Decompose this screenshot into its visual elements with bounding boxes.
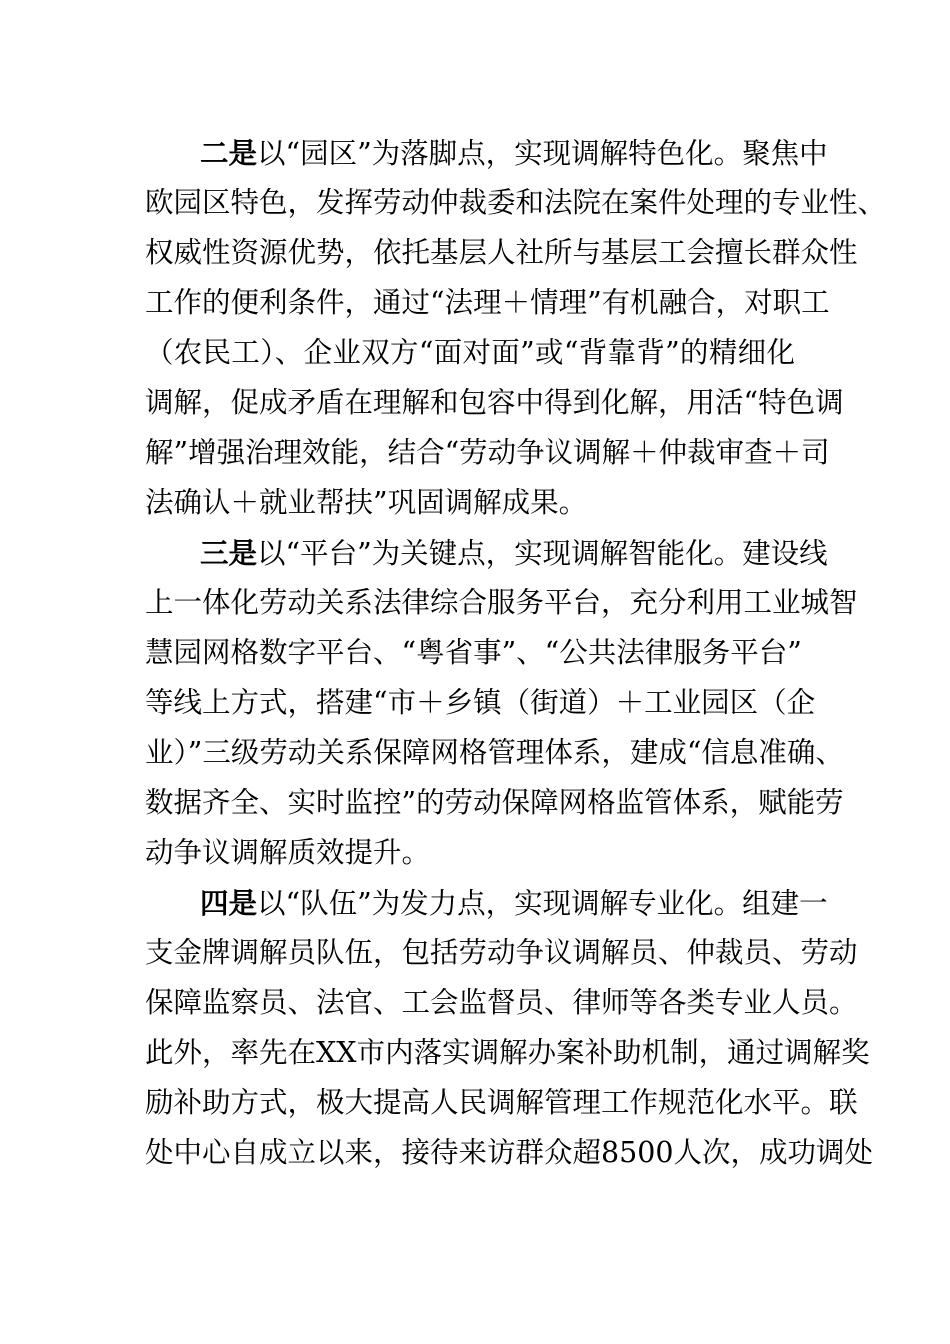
paragraph-line	[200, 133, 828, 173]
paragraph-line: 动争议调解质效提升。	[145, 836, 431, 869]
paragraph-line: 工作的便利条件，通过“法理＋情理”有机融合，对职工	[145, 286, 830, 319]
paragraph-line: 数据齐全、实时监控”的劳动保障网格监管体系，赋能劳	[145, 786, 844, 819]
paragraph-line: 保障监察员、法官、工会监督员、律师等各类专业人员。	[145, 986, 858, 1019]
paragraph-line: 欧园区特色，发挥劳动仲裁委和法院在案件处理的专业性、	[145, 186, 887, 219]
paragraph-line	[200, 883, 828, 923]
paragraph-lead: 三是	[200, 536, 258, 570]
paragraph-lead: 二是	[200, 136, 258, 170]
paragraph-line: 支金牌调解员队伍，包括劳动争议调解员、仲裁员、劳动	[145, 936, 858, 969]
paragraph-lead: 四是	[200, 886, 258, 920]
line-text: 以“队伍”为发力点，实现调解专业化。组建一	[257, 887, 828, 920]
paragraph-line: 等线上方式，搭建“市＋乡镇（街道）＋工业园区（企	[145, 686, 816, 719]
paragraph-line: 上一体化劳动关系法律综合服务平台，充分利用工业城智	[145, 586, 858, 619]
paragraph-line: （农民工）、企业双方“面对面”或“背靠背”的精细化	[145, 336, 795, 369]
line-text: 以“园区”为落脚点，实现调解特色化。聚焦中	[257, 137, 828, 170]
paragraph-line: 处中心自成立以来，接待来访群众超8500人次，成功调处	[145, 1136, 874, 1169]
paragraph-line	[200, 533, 828, 573]
paragraph-line: 此外，率先在XX市内落实调解办案补助机制，通过调解奖	[145, 1036, 870, 1069]
paragraph-line: 法确认＋就业帮扶”巩固调解成果。	[145, 486, 588, 519]
paragraph-line: 业）”三级劳动关系保障网格管理体系，建成“信息准确、	[145, 736, 844, 769]
paragraph-line: 调解，促成矛盾在理解和包容中得到化解，用活“特色调	[145, 386, 844, 419]
paragraph-line: 解”增强治理效能，结合“劳动争议调解＋仲裁审查＋司	[145, 436, 830, 469]
line-text: 以“平台”为关键点，实现调解智能化。建设线	[257, 537, 828, 570]
paragraph-line: 励补助方式，极大提高人民调解管理工作规范化水平。联	[145, 1086, 858, 1119]
paragraph-line: 权威性资源优势，依托基层人社所与基层工会擅长群众性	[145, 236, 858, 269]
paragraph-line: 慧园网格数字平台、“粤省事”、“公共法律服务平台”	[145, 636, 802, 669]
